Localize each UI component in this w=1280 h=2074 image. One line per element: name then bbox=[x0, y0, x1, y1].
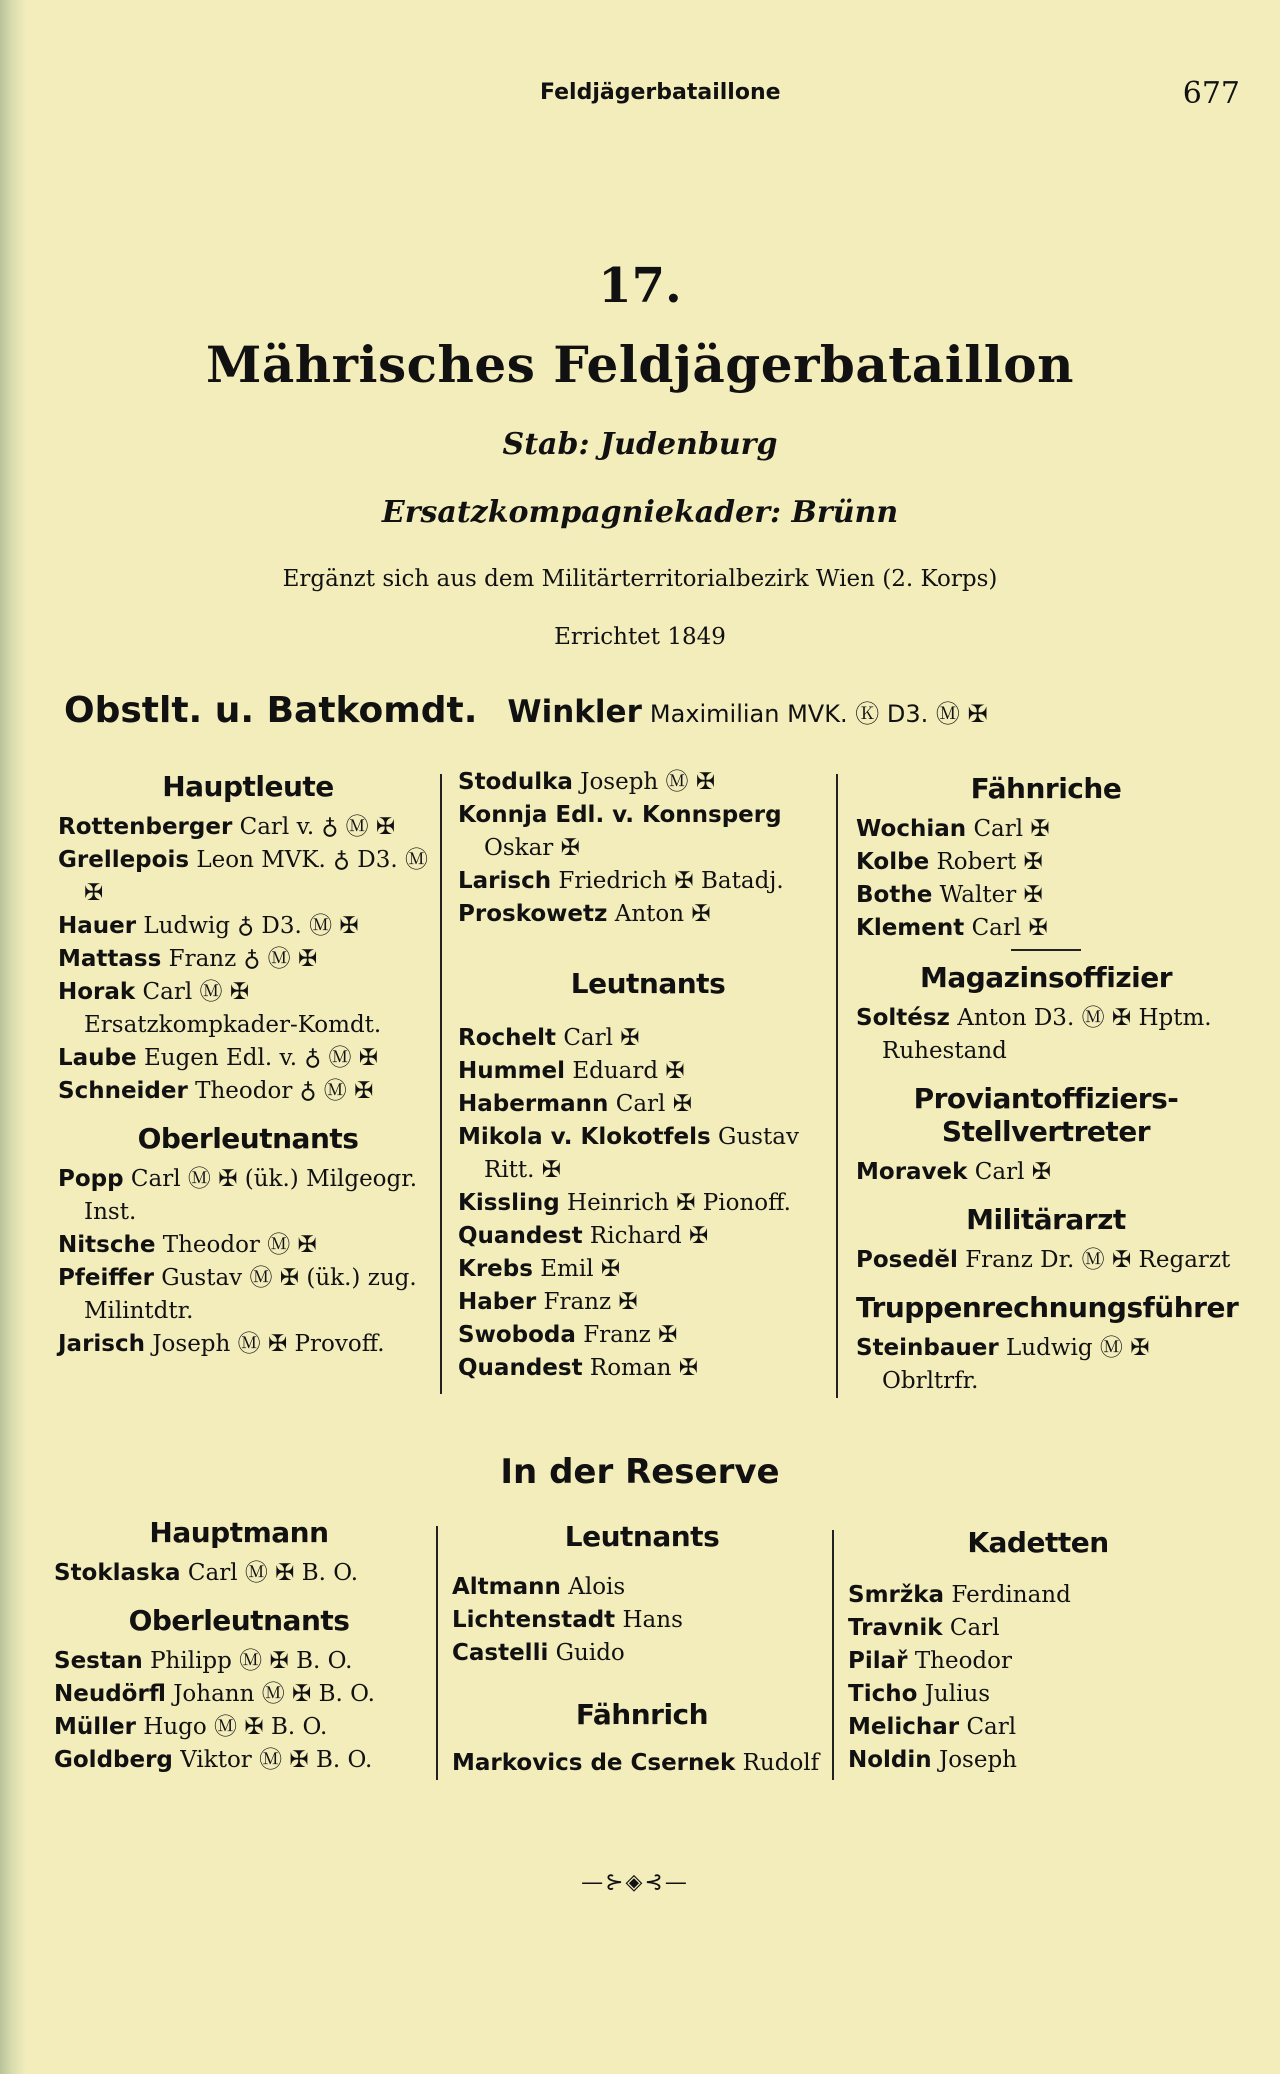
person-surname: Rochelt bbox=[458, 1025, 556, 1051]
person-details: Richard ✠ bbox=[589, 1223, 709, 1249]
person-details: Carl ✠ bbox=[563, 1025, 640, 1051]
heading-leutnants: Leutnants bbox=[570, 967, 726, 1000]
person-details: Ferdinand bbox=[951, 1582, 1071, 1608]
commander-rank: Obstlt. u. Batkomdt. bbox=[64, 690, 478, 731]
unit-stab: Stab: Judenburg bbox=[502, 427, 778, 462]
unit-errichtet: Errichtet 1849 bbox=[554, 624, 726, 650]
column-1 bbox=[58, 770, 438, 1361]
list-item bbox=[54, 1711, 424, 1744]
list-item bbox=[458, 1286, 838, 1319]
person-details: Carl Ⓜ ✠ (ük.) Milgeogr. Inst. bbox=[84, 1166, 418, 1225]
person-surname: Jarisch bbox=[58, 1331, 146, 1357]
reserve-column-3 bbox=[848, 1526, 1228, 1777]
list-reserve-kadetten bbox=[848, 1579, 1228, 1777]
commander-name: Winkler bbox=[507, 694, 642, 730]
list-item bbox=[848, 1579, 1228, 1612]
person-details: Anton ✠ bbox=[614, 901, 711, 927]
list-item bbox=[58, 1229, 438, 1262]
list-item bbox=[58, 943, 438, 976]
list-item bbox=[452, 1637, 832, 1670]
person-details: Carl ✠ bbox=[974, 1159, 1052, 1185]
list-proviantoffizier bbox=[856, 1156, 1236, 1189]
person-surname: Posedĕl bbox=[856, 1247, 958, 1273]
person-details: Gustav Ritt. ✠ bbox=[484, 1124, 799, 1183]
person-surname: Swoboda bbox=[458, 1322, 576, 1348]
unit-ergaenzt: Ergänzt sich aus dem Militärterritorialbezirk Wien (2. Korps) bbox=[282, 566, 998, 592]
unit-title: Mährisches Feldjägerbataillon bbox=[206, 335, 1074, 394]
person-details: Theodor ♁ Ⓜ ✠ bbox=[195, 1078, 374, 1104]
person-details: Heinrich ✠ Pionoff. bbox=[567, 1190, 791, 1216]
list-item bbox=[856, 1156, 1236, 1189]
person-surname: Habermann bbox=[458, 1091, 609, 1117]
list-item bbox=[856, 1332, 1236, 1398]
heading-oberleutnants: Oberleutnants bbox=[137, 1122, 359, 1155]
person-surname: Pfeiffer bbox=[58, 1265, 154, 1291]
person-details: Franz ✠ bbox=[583, 1322, 678, 1348]
person-surname: Quandest bbox=[458, 1223, 583, 1249]
person-details: Roman ✠ bbox=[589, 1355, 698, 1381]
person-surname: Stoklaska bbox=[54, 1560, 181, 1586]
heading-reserve-oberleutnants: Oberleutnants bbox=[128, 1604, 350, 1637]
person-surname: Grellepois bbox=[58, 847, 190, 873]
person-details: Alois bbox=[568, 1574, 626, 1600]
reserve-title: In der Reserve bbox=[500, 1452, 780, 1492]
list-item bbox=[458, 766, 838, 799]
person-details: Carl Ⓜ ✠ B. O. bbox=[187, 1560, 359, 1586]
person-details: Philipp Ⓜ ✠ B. O. bbox=[150, 1648, 353, 1674]
list-item bbox=[856, 912, 1236, 945]
running-title: Feldjägerbataillone bbox=[540, 80, 781, 105]
list-magazinsoffizier bbox=[856, 1002, 1236, 1068]
person-surname: Mattass bbox=[58, 946, 162, 972]
list-faehnriche bbox=[856, 813, 1236, 945]
list-item bbox=[856, 1244, 1236, 1277]
person-details: Eduard ✠ bbox=[572, 1058, 685, 1084]
list-item bbox=[856, 1002, 1236, 1068]
person-details: Johann Ⓜ ✠ B. O. bbox=[173, 1681, 375, 1707]
person-details: Carl ✠ bbox=[971, 915, 1048, 941]
person-surname: Krebs bbox=[458, 1256, 533, 1282]
list-item bbox=[58, 1075, 438, 1108]
list-item bbox=[848, 1711, 1228, 1744]
list-reserve-leutnants bbox=[452, 1571, 832, 1670]
person-details: Viktor Ⓜ ✠ B. O. bbox=[180, 1747, 373, 1773]
list-item bbox=[458, 1187, 838, 1220]
list-leutnants bbox=[458, 1022, 838, 1385]
page-number: 677 bbox=[1182, 76, 1240, 111]
list-item bbox=[458, 1319, 838, 1352]
list-item bbox=[58, 811, 438, 844]
list-item bbox=[458, 1088, 838, 1121]
person-details: Joseph Ⓜ ✠ Provoff. bbox=[152, 1331, 385, 1357]
person-surname: Hummel bbox=[458, 1058, 566, 1084]
person-surname: Wochian bbox=[856, 816, 967, 842]
list-item bbox=[54, 1744, 424, 1777]
person-details: Robert ✠ bbox=[936, 849, 1043, 875]
person-details: Leon MVK. ♁ D3. Ⓜ ✠ bbox=[84, 847, 428, 906]
heading-reserve-hauptmann: Hauptmann bbox=[149, 1516, 329, 1549]
person-details: Oskar ✠ bbox=[484, 835, 580, 861]
person-surname: Quandest bbox=[458, 1355, 583, 1381]
heading-militaerarzt: Militärarzt bbox=[966, 1203, 1126, 1236]
list-item bbox=[58, 910, 438, 943]
list-item bbox=[856, 813, 1236, 846]
person-details: Hugo Ⓜ ✠ B. O. bbox=[143, 1714, 328, 1740]
person-details: Friedrich ✠ Batadj. bbox=[558, 868, 784, 894]
heading-proviantoffizier: Proviantoffiziers-Stellvertreter bbox=[913, 1082, 1179, 1148]
person-details: Ludwig Ⓜ ✠ Obrltrfr. bbox=[882, 1335, 1150, 1394]
list-reserve-hauptmann bbox=[54, 1557, 424, 1590]
person-surname: Pilař bbox=[848, 1648, 908, 1674]
column-divider bbox=[436, 1526, 438, 1780]
person-surname: Castelli bbox=[452, 1640, 549, 1666]
person-details: Ludwig ♁ D3. Ⓜ ✠ bbox=[143, 913, 359, 939]
person-surname: Popp bbox=[58, 1166, 124, 1192]
person-surname: Altmann bbox=[452, 1574, 561, 1600]
heading-reserve-faehnrich: Fähnrich bbox=[575, 1698, 709, 1731]
person-surname: Kolbe bbox=[856, 849, 930, 875]
reserve-column-1 bbox=[54, 1516, 424, 1777]
person-details: Gustav Ⓜ ✠ (ük.) zug. Milintdtr. bbox=[84, 1265, 417, 1324]
person-surname: Soltész bbox=[856, 1005, 950, 1031]
list-item bbox=[458, 1253, 838, 1286]
section-rule bbox=[1011, 949, 1081, 951]
person-surname: Müller bbox=[54, 1714, 136, 1740]
heading-reserve-kadetten: Kadetten bbox=[967, 1526, 1109, 1559]
person-surname: Haber bbox=[458, 1289, 537, 1315]
list-reserve-oberleutnants bbox=[54, 1645, 424, 1777]
column-divider bbox=[832, 1530, 834, 1780]
list-item bbox=[54, 1557, 424, 1590]
person-details: Hans bbox=[622, 1607, 683, 1633]
person-details: Carl bbox=[966, 1714, 1017, 1740]
list-hauptleute-continued bbox=[458, 766, 838, 931]
person-details: Carl ✠ bbox=[615, 1091, 692, 1117]
person-surname: Neudörfl bbox=[54, 1681, 166, 1707]
person-surname: Schneider bbox=[58, 1078, 188, 1104]
list-militaerarzt bbox=[856, 1244, 1236, 1277]
list-item bbox=[848, 1612, 1228, 1645]
person-surname: Sestan bbox=[54, 1648, 143, 1674]
person-details: Rudolf bbox=[742, 1750, 820, 1776]
person-details: Carl ✠ bbox=[973, 816, 1050, 842]
commander-details: Maximilian MVK. Ⓚ D3. Ⓜ ✠ bbox=[649, 700, 988, 728]
person-surname: Stodulka bbox=[458, 769, 573, 795]
list-item bbox=[848, 1645, 1228, 1678]
list-item bbox=[458, 898, 838, 931]
person-surname: Melichar bbox=[848, 1714, 960, 1740]
person-details: Carl Ⓜ ✠ Ersatzkompkader-Komdt. bbox=[84, 979, 382, 1038]
unit-ersatz: Ersatzkompagniekader: Brünn bbox=[381, 495, 899, 530]
person-surname: Ticho bbox=[848, 1681, 918, 1707]
person-surname: Kissling bbox=[458, 1190, 560, 1216]
person-details: Theodor bbox=[914, 1648, 1012, 1674]
person-surname: Moravek bbox=[856, 1159, 968, 1185]
list-hauptleute bbox=[58, 811, 438, 1108]
person-details: Franz ♁ Ⓜ ✠ bbox=[168, 946, 318, 972]
person-surname: Travnik bbox=[848, 1615, 943, 1641]
list-item bbox=[856, 846, 1236, 879]
list-item bbox=[452, 1747, 832, 1780]
person-surname: Klement bbox=[856, 915, 965, 941]
person-surname: Mikola v. Klokotfels bbox=[458, 1124, 711, 1150]
unit-number: 17. bbox=[598, 258, 682, 314]
list-item bbox=[452, 1571, 832, 1604]
heading-faehnriche: Fähnriche bbox=[970, 772, 1122, 805]
person-surname: Horak bbox=[58, 979, 136, 1005]
person-surname: Steinbauer bbox=[856, 1335, 999, 1361]
list-item bbox=[458, 1055, 838, 1088]
person-surname: Konnja Edl. v. Konnsperg bbox=[458, 802, 782, 828]
person-details: Emil ✠ bbox=[540, 1256, 621, 1282]
person-details: Guido bbox=[555, 1640, 625, 1666]
person-details: Carl v. ♁ Ⓜ ✠ bbox=[239, 814, 396, 840]
column-divider bbox=[836, 774, 838, 1398]
person-details: Theodor Ⓜ ✠ bbox=[162, 1232, 317, 1258]
list-item bbox=[458, 1220, 838, 1253]
column-divider bbox=[440, 774, 442, 1394]
person-surname: Lichtenstadt bbox=[452, 1607, 616, 1633]
person-details: Franz Dr. Ⓜ ✠ Regarzt bbox=[965, 1247, 1231, 1273]
person-surname: Bothe bbox=[856, 882, 933, 908]
person-details: Anton D3. Ⓜ ✠ Hptm. Ruhestand bbox=[882, 1005, 1212, 1064]
list-item bbox=[58, 1042, 438, 1075]
list-oberleutnants bbox=[58, 1163, 438, 1361]
list-item bbox=[856, 879, 1236, 912]
list-item bbox=[54, 1678, 424, 1711]
list-item bbox=[54, 1645, 424, 1678]
person-surname: Rottenberger bbox=[58, 814, 233, 840]
person-details: Joseph Ⓜ ✠ bbox=[580, 769, 716, 795]
person-details: Joseph bbox=[938, 1747, 1017, 1773]
heading-magazinsoffizier: Magazinsoffizier bbox=[919, 961, 1173, 994]
list-item bbox=[58, 844, 438, 910]
column-3 bbox=[856, 772, 1239, 1398]
list-item bbox=[848, 1744, 1228, 1777]
list-item bbox=[458, 799, 838, 865]
person-surname: Nitsche bbox=[58, 1232, 156, 1258]
list-item bbox=[58, 1328, 438, 1361]
person-surname: Markovics de Csernek bbox=[452, 1750, 736, 1776]
end-ornament: —⊱◈⊰— bbox=[581, 1870, 689, 1895]
list-item bbox=[58, 1262, 438, 1328]
list-reserve-faehnrich bbox=[452, 1747, 832, 1780]
person-surname: Smržka bbox=[848, 1582, 945, 1608]
person-details: Eugen Edl. v. ♁ Ⓜ ✠ bbox=[143, 1045, 379, 1071]
person-surname: Goldberg bbox=[54, 1747, 173, 1773]
list-item bbox=[458, 1352, 838, 1385]
list-item bbox=[458, 1022, 838, 1055]
column-2 bbox=[458, 766, 838, 1385]
list-item bbox=[458, 865, 838, 898]
person-surname: Proskowetz bbox=[458, 901, 608, 927]
heading-hauptleute: Hauptleute bbox=[162, 770, 334, 803]
list-item bbox=[848, 1678, 1228, 1711]
commander-line bbox=[64, 690, 988, 731]
person-details: Franz ✠ bbox=[543, 1289, 638, 1315]
list-truppenrechnungsfuehrer bbox=[856, 1332, 1236, 1398]
list-item bbox=[452, 1604, 832, 1637]
list-item bbox=[458, 1121, 838, 1187]
reserve-column-2 bbox=[452, 1520, 832, 1780]
heading-truppenrechnungsfuehrer: Truppenrechnungsführer bbox=[856, 1291, 1239, 1324]
person-details: Julius bbox=[924, 1681, 991, 1707]
heading-reserve-leutnants: Leutnants bbox=[564, 1520, 720, 1553]
list-item bbox=[58, 1163, 438, 1229]
person-details: Carl bbox=[949, 1615, 1000, 1641]
person-surname: Noldin bbox=[848, 1747, 932, 1773]
person-details: Walter ✠ bbox=[939, 882, 1043, 908]
person-surname: Larisch bbox=[458, 868, 552, 894]
list-item bbox=[58, 976, 438, 1042]
person-surname: Hauer bbox=[58, 913, 137, 939]
person-surname: Laube bbox=[58, 1045, 137, 1071]
